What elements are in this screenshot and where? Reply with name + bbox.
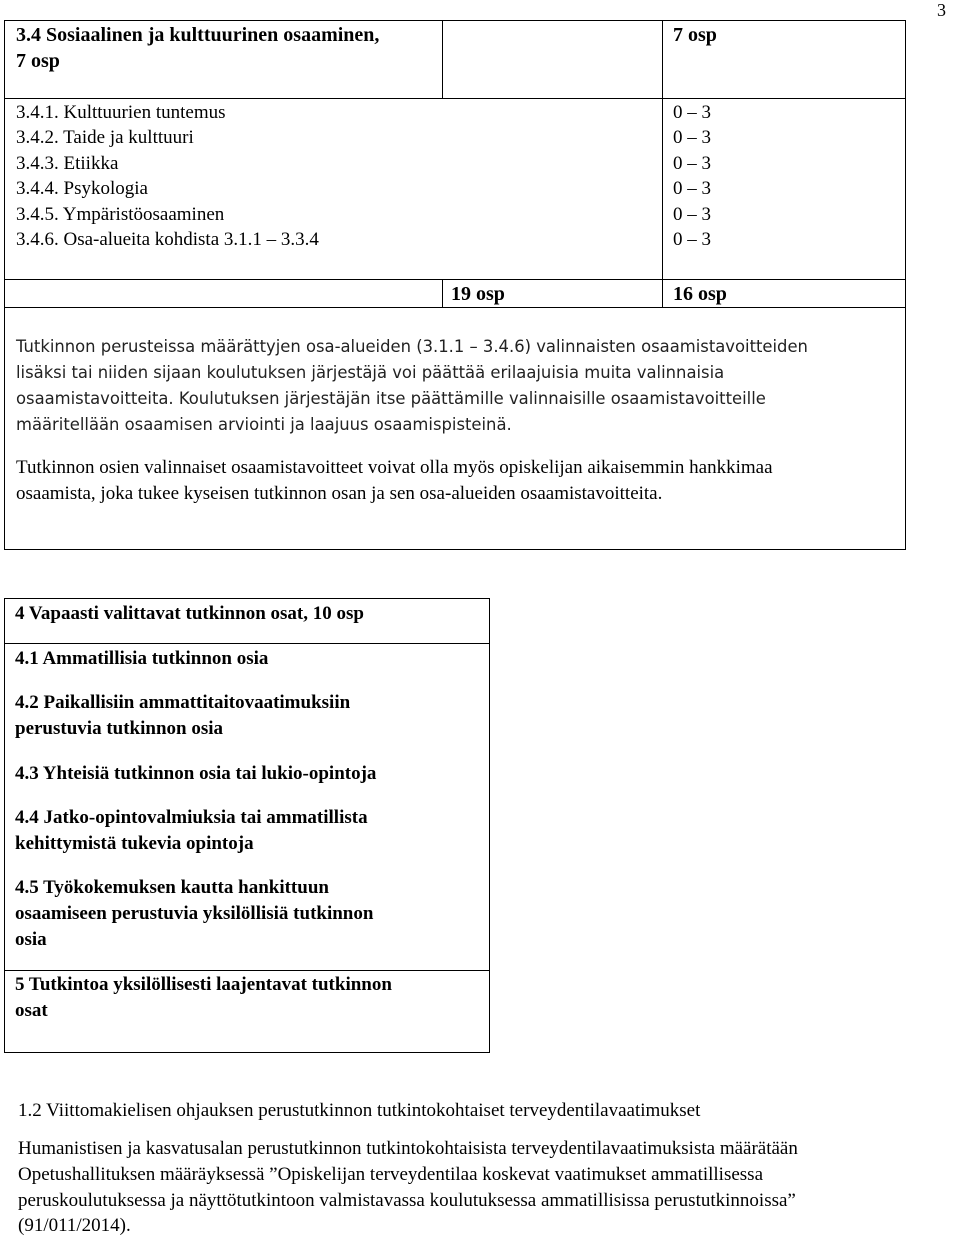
credits-header: 7 osp <box>673 24 717 46</box>
list-item: 3.4.6. Osa-alueita kohdista 3.1.1 – 3.3.4 <box>16 229 319 250</box>
list-item: 3.4.1. Kulttuurien tuntemus <box>16 102 226 123</box>
paragraph-line: määritellään osaamisen arviointi ja laajuus osaamispisteinä. <box>16 415 512 434</box>
paragraph-line: osaamistavoitteita. Koulutuksen järjestäjän itse päättämille valinnaisille osaamistavoitteille <box>16 389 766 408</box>
total-right: 16 osp <box>673 283 727 305</box>
paragraph-line: Tutkinnon perusteissa määrättyjen osa-alueiden (3.1.1 – 3.4.6) valinnaisten osaamistavoitteiden <box>16 337 808 356</box>
credit-range: 0 – 3 <box>673 229 711 250</box>
credit-range: 0 – 3 <box>673 102 711 123</box>
list-item: 4.3 Yhteisiä tutkinnon osia tai lukio-opintoja <box>15 763 377 784</box>
list-item: 3.4.5. Ympäristöosaaminen <box>16 204 225 225</box>
credit-range: 0 – 3 <box>673 178 711 199</box>
body-line: (91/011/2014). <box>18 1215 131 1236</box>
divider-h1 <box>5 98 905 99</box>
paragraph-line: Tutkinnon osien valinnaiset osaamistavoitteet voivat olla myös opiskelijan aikaisemmin hankkimaa <box>16 457 773 478</box>
page-number: 3 <box>937 0 946 20</box>
list-item: 3.4.3. Etiikka <box>16 153 119 174</box>
elective-table <box>4 598 490 1053</box>
paragraph-line: osaamista, joka tukee kyseisen tutkinnon osan ja sen osa-alueiden osaamistavoitteita. <box>16 483 663 504</box>
list-item: 3.4.2. Taide ja kulttuuri <box>16 127 194 148</box>
divider-v1 <box>442 21 443 98</box>
section-heading-line1: 3.4 Sosiaalinen ja kulttuurinen osaaminen, <box>16 24 380 46</box>
list-item: 3.4.4. Psykologia <box>16 178 148 199</box>
section-title: 1.2 Viittomakielisen ohjauksen perustutkinnon tutkintokohtaiset terveydentilavaatimukset <box>18 1100 701 1121</box>
table-footer: osat <box>15 1000 48 1021</box>
list-item: perustuvia tutkinnon osia <box>15 718 224 739</box>
divider-v2 <box>662 21 663 307</box>
list-item: 4.5 Työkokemuksen kautta hankittuun <box>15 877 329 898</box>
divider-h <box>5 643 489 644</box>
divider-h3 <box>442 307 905 308</box>
list-item: 4.2 Paikallisiin ammattitaitovaatimuksiin <box>15 692 351 713</box>
credit-range: 0 – 3 <box>673 204 711 225</box>
divider-v3 <box>442 279 443 307</box>
body-line: peruskoulutuksessa ja näyttötutkintoon valmistavassa koulutuksessa ammatillisissa perustutkinnoissa” <box>18 1190 796 1211</box>
body-line: Humanistisen ja kasvatusalan perustutkinnon tutkintokohtaisista terveydentilavaatimuksista määrätään <box>18 1138 798 1159</box>
table-footer: 5 Tutkintoa yksilöllisesti laajentavat tutkinnon <box>15 974 392 995</box>
credits-table <box>4 20 906 550</box>
list-item: 4.1 Ammatillisia tutkinnon osia <box>15 648 269 669</box>
section-heading-line2: 7 osp <box>16 50 60 72</box>
list-item: osaamiseen perustuvia yksilöllisiä tutkinnon <box>15 903 374 924</box>
divider-h2 <box>5 279 905 280</box>
total-left: 19 osp <box>451 283 505 305</box>
list-item: 4.4 Jatko-opintovalmiuksia tai ammatillista <box>15 807 368 828</box>
divider-h4 <box>5 307 442 308</box>
paragraph-line: lisäksi tai niiden sijaan koulutuksen järjestäjä voi päättää erilaajuisia muita valinnaisia <box>16 363 725 382</box>
credit-range: 0 – 3 <box>673 153 711 174</box>
list-item: kehittymistä tukevia opintoja <box>15 833 254 854</box>
credit-range: 0 – 3 <box>673 127 711 148</box>
body-line: Opetushallituksen määräyksessä ”Opiskelijan terveydentilaa koskevat vaatimukset ammatillisessa <box>18 1164 764 1185</box>
list-item: osia <box>15 929 47 950</box>
divider-h <box>5 970 489 971</box>
table-header: 4 Vapaasti valittavat tutkinnon osat, 10 osp <box>15 603 364 624</box>
